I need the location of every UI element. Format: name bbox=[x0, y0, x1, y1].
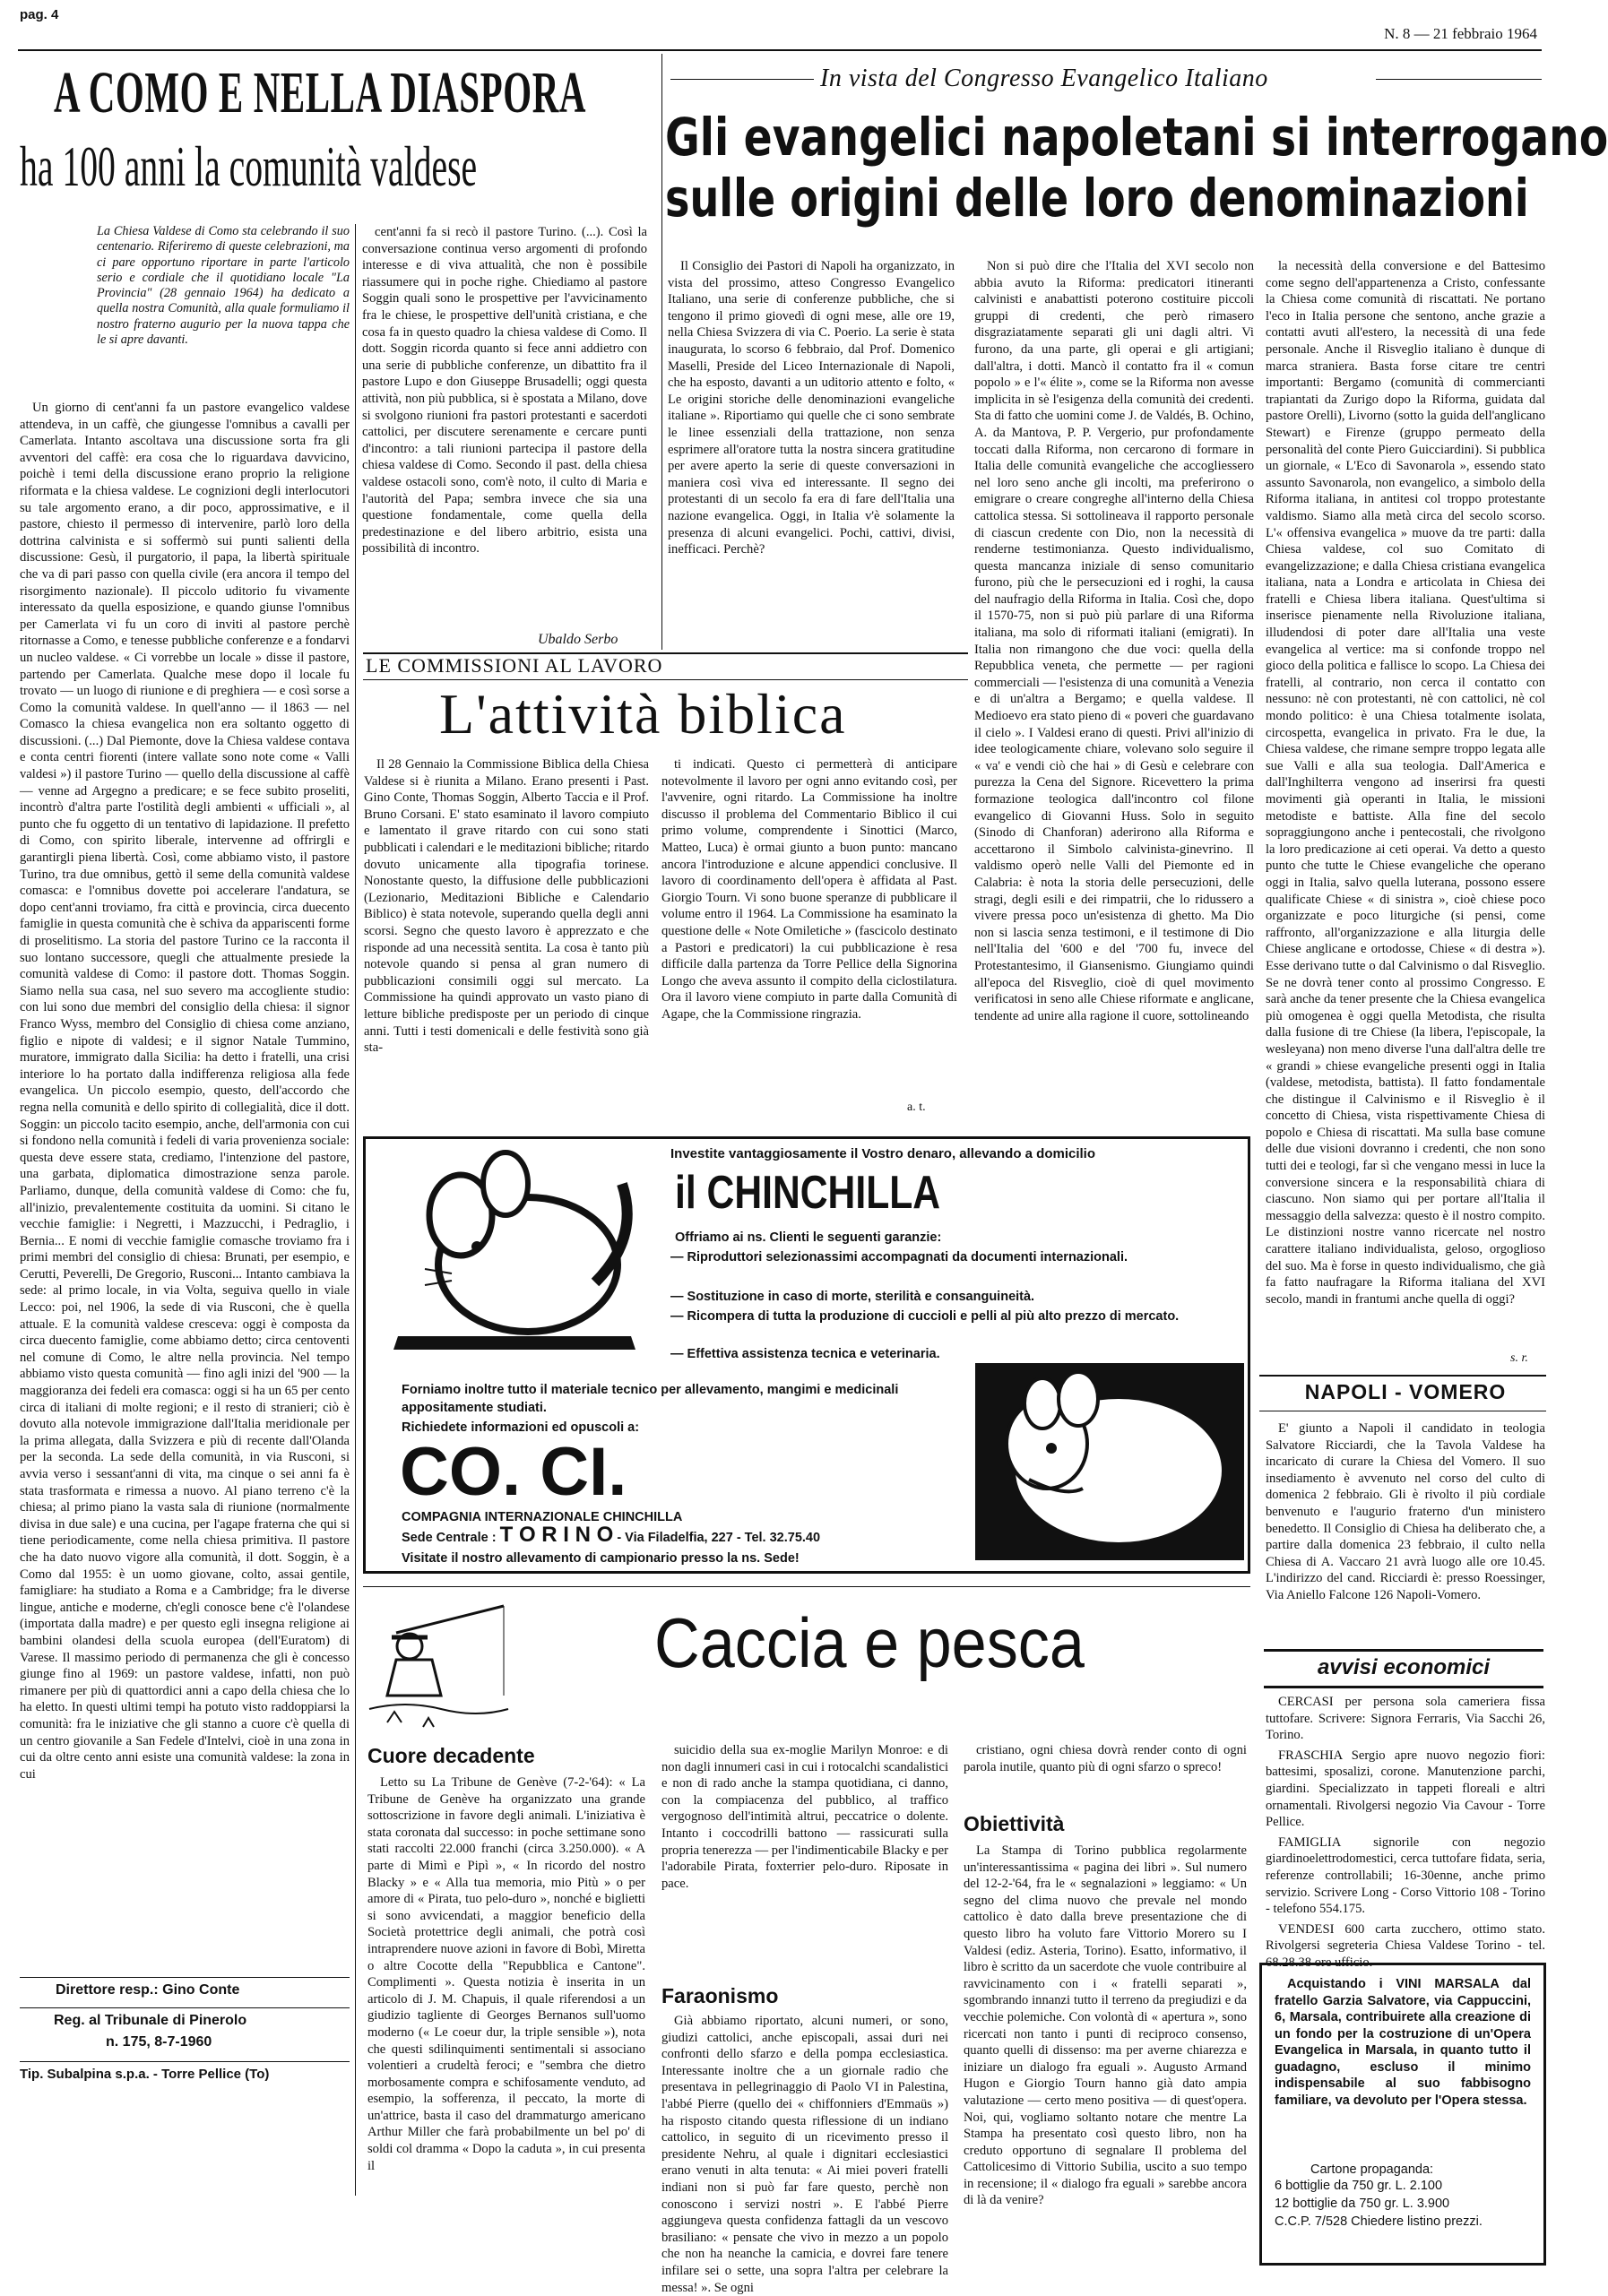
footer-printer: Tip. Subalpina s.p.a. - Torre Pellice (To) bbox=[20, 2067, 270, 2082]
footer-rule-top bbox=[20, 1977, 350, 1978]
avvisi-title: avvisi economici bbox=[1317, 1655, 1491, 1679]
caccia-text3: Già abbiamo riportato, alcuni numeri, or sono, giudizi cattolici, anche episcopali, assai duri nei confronti dello sfarzo e della pompa ecclesiastica. Interessante inoltre che a un giornale radio che presentava in pellegrinaggio di Paolo VI in Palestina, l'abbé Pierre (quello dei « chiffonniers d'Emmaüs ») ha risposto citando questa riflessione di un indiano cattolico, in seguito di un ricevimento presso il presidente Nehru, al quale i dignitari ecclesiastici erano venuti in alta tenuta: « Ai miei poveri fratelli indiani non si può far fare questo, perchè non conoscono i servizi nostri ». E l'abbé Pierre aggiungeva questa confidenza fattagli da un vescovo brasiliano: « pensate che vivo in mezzo a un popolo che non ha neanche la camicia, e dovrei fare tenere infilare sei o sette, una sopra l'altra per celebrare la messa! ». Se ogni bbox=[661, 2014, 948, 2295]
chinchilla-illustration-right bbox=[975, 1363, 1244, 1560]
napoli-col1: Il Consiglio dei Pastori di Napoli ha organizzato, in vista del prossimo, atteso Congresso Evangelico Italiano, una serie di conferenze pubbliche, che si tengono il primo giovedì di ogni mese, alle ore 19, nella Chiesa Svizzera di via C. Poerio. La serie è stata inaugurata, lo scorso 6 febbraio, dal Prof. Domenico Maselli, Preside del Liceo Internazionale di Napoli, che ha esposto, davanti a un uditorio attento e folto, « Le origini storiche delle denominazioni evangeliche italiane ». Riportiamo qui quelle che ci sono sembrate le linee essenziali della trattazione, non senza esprimere all'oratore tutta la nostra sincera gratitudine per avere aperto la serie di queste conversazioni in maniera così viva ed interessante. Il segno dei protestanti di un secolo fa era di fare dell'Italia una nazione evangelica. Oggi, in Italia v'è solamente la presenza di alcuni evangelici. Pochi, cattivi, divisi, inefficaci. Perchè? bbox=[668, 259, 955, 557]
avvisi-list bbox=[1266, 1694, 1545, 1970]
chinchilla-request: Richiedete informazioni ed opuscoli a: bbox=[402, 1420, 640, 1435]
caccia-sub-faraonismo: Faraonismo bbox=[661, 1984, 779, 2007]
caccia-sub-obiettivita: Obiettività bbox=[964, 1812, 1065, 1835]
chinchilla-brand: CO. CI. bbox=[400, 1434, 627, 1510]
caccia-text1: Letto su La Tribune de Genève (7-2-'64): « La Tribune de Genève ha organizzato una grande sottoscrizione in favore degli animali. L'iniziativa è stata coronata dal successo: in poche settimane sono stati raccolti 22.000 franchi (circa 3.250.000). « A parte di Mimì e Pipì », « In ricordo del nostro Blacky » e « Alla tua memoria, mio Pitù » o per amore di « Pirata, tuo pelo-duro », nonché e biglietti si sono avvicendati, a maggior beneficio della Società protettrice degli animali, che potrà così intraprendere nuove azioni in favore di Bobì, Miretta o altre Cocotte della "Repubblica e Cantone". Complimenti ». Questa notizia è inserita in un articolo di J. M. Chapuis, il quale riferendosi a un giudizio tagliente di Georges Bernanos sull'uomo moderno (« Le coeur dur, la triple sensible »), nota che questi sdilinquimenti sentimentali si associano volentieri a crudeltà feroci; e "sembra che dietro morbosamente compra e schifosamente venduto, ad esempio, la sofferenza, il peccato, la morte di un'attrice, basta il caso del drammaturgo americano Arthur Miller che farà probabilmente un bel po' di soldi col dramma « Dopo la caduta », in cui presenta il bbox=[367, 1775, 645, 2173]
kicker-rule-right bbox=[1376, 79, 1542, 80]
left-column-divider bbox=[355, 224, 356, 2196]
napoli-kicker: In vista del Congresso Evangelico Italiano bbox=[820, 65, 1268, 92]
chinchilla-guarantee-4: — Effettiva assistenza tecnica e veterinaria. bbox=[670, 1347, 940, 1361]
footer-rule-mid bbox=[20, 2007, 350, 2008]
caccia-text2: suicidio della sua ex-moglie Marilyn Monroe: e di non dagli innumeri casi in cui i rotocalchi scandalistici e non di rado anche la stampa quotidiana, ci danno, con la compiacenza del pubblico, al traffico vergognoso dell'intimità altrui, peccatrice o dolente. Intanto i coccodrilli battono — rassicurati sulla propria tenerezza — per l'indimenticabile Blacky e per l'adorabile Pirata, foxterrier pelo-duro. Riposate in pace. bbox=[661, 1743, 948, 1891]
como-intro: La Chiesa Valdese di Como sta celebrando il suo centenario. Riferiremo di queste celebrazioni, ma ci pare opportuno riportare in parte l'articolo serio e cordiale che il quotidiano locale "La Provincia" (28 gennaio 1964) ha dedicato a quella nostra Comunità, alla quale formuliamo il nostro fraterno augurio per la nuova tappa che le si apre davanti. bbox=[97, 224, 350, 348]
marsala-row-2: 12 bottiglie da 750 gr. L. 3.900 bbox=[1275, 2197, 1450, 2211]
como-col1: Un giorno di cent'anni fa un pastore evangelico valdese attendeva, in un caffè, che giungesse l'omnibus a cavalli per Camerlata. Intanto ascoltava una discussione sorta fra gli avventori del caffè: era cosa che lo riguardava davvicino, poichè i temi della discussione erano proprio la religione riformata e la chiesa valdese. Le cognizioni degli interlocutori su tale argomento erano, a dir poco, approssimative, e il pastore, chiesto il permesso di intervenire, parlò loro della dottrina calvinista e si soffermò sui punti salienti della discussione: Gesù, il purgatorio, il papa, la libertà spirituale che va di pari passo con quella civile (era ancora il tempo del risorgimento nazionale). Il piccolo uditorio fu vivamente interessato da quella esposizione, e quando giunse l'omnibus per Camerlata vi fu un coro di inviti al pastore perchè ritornasse a Como, e tenesse pubbliche conferenze e a fondarvi un nucleo valdese. « Ci vorrebbe un locale » disse il pastore, partendo per Camerlata. Qualche mese dopo il locale fu trovato — un luogo di riunione e di preghiera — e così sorse a Como la comunità valdese. In quell'anno — il 1863 — nel Comasco la chiesa evangelica non era soltanto oggetto di discussioni. (...) Dal Piemonte, dove la Chiesa valdese contava e conta centri fiorenti (intere vallate sono note come « Valli valdesi ») il pastore Turino — quello della discussione al caffè — venne ad Argegno a predicare; e se fece subito proseliti, incontrò d'altra parte l'ostilità degli ambienti « ufficiali », al punto che fu oggetto di un tentativo di lapidazione. Il prefetto di Como, con spirito liberale, intervenne ad offrirgli e garantirgli piena libertà. Così, come abbiamo visto, il pastore Turino, tra due omnibus, gettò il seme della comunità valdese comasca: e l'omnibus dovette poi accelerare l'andatura, se dopo cent'anni troviamo, fra città e provincia, circa duecento famiglie in questa comunità che è schiva da appariscenti forme di proselitismo. La storia del pastore Turino ce la racconta il suo lontano successore, quegli che attualmente presiede la comunità valdese di Como: il pastore dott. Thomas Soggin. Siamo nella sua casa, nel suo severo ma accogliente studio: con lui sono due membri del consiglio della chiesa: il signor Franco Wyss, membro del Consiglio di chiesa come anziano, figlio e nipote di valdesi; e il signor Natale Tummino, muratore, immigrato dalla Sicilia: ha detto i fratelli, una crisi interiore lo ha portato dalla indifferenza religiosa alla fede evangelica. Un piccolo esempio, questo, dell'accordo che regna nella comunità e dello spirito di collegialità, dice il dott. Soggin: un piccolo tacito esempio, anche, dell'armonia con cui si fondono nella comunità i fedeli di varia provenienza sociale: questa deve essere stata, crediamo, l'intenzione del pastore, una garbata, diplomatica dimostrazione senza parole. Parliamo, dunque, della comunità valdese di Como: che fu, all'inizio, prevalentemente costituita da uomini. Si citano le vecchie famiglie: i Negretti, i Mazzucchi, i Pedraglio, i Bernia... E nomi di vecchie famiglie comasche troviamo fra i primi membri del consiglio di chiesa: Brunati, per esempio, e Cerutti, Peverelli, De Gregorio, Rusconi... Intanto cambiava la sede: al primo locale, in via Volta, seguiva quello in viale Lecco: poi, nel 1906, la sede di via Rusconi, che è quella attuale. E la comunità valdese cresceva: oggi è composta da circa duecento famiglie, come abbiamo detto; circa centoventi nel comune di Como, le altre nella provincia. Nel tempo abbiamo visto questa comunità — fino agli inizi del '900 — la maggioranza dei fedeli era comasca: oggi si ha un 65 per cento circa di italiani di molte regioni; e il resto di stranieri; ciò è dovuto alla notevole immigrazione dall'Italia meridionale per la prima allegata, dalla Svizzera e più di recente dall'Olanda per la seconda. La sede della comunità, in via Rusconi, si avvia verso i sessant'anni di vita, ma cinque o sei anni fa è stata trasformata e rimessa a nuovo. Al piano terreno c'è la chiesa; al primo piano la vasta sala di riunione (normalmente divisa in due sale) e una cucina, per l'agape fraterna che qui si tiene periodicamente, come nella chiesa primitiva. Il pastore che ha dato nuovo vigore alla comunità, il dott. Soggin, è a Como dal 1955: è un uomo giovane, colto, assai gentile, famigliare: ha studiato a Roma e a Cambridge; fra le diverse lingue, antiche e moderne, ch'egli conosce bene c'è l'olandese (importata dalla madre) e per questo egli insegna religione ai bambini olandesi della scuola europea (dell'Euratom) di Varese. Il massimo periodo di permanenza che gli è concesso giunge fino al 1969: un pastore valdese, infatti, non può rimanere per più di quattordici anni a capo della chiesa che lo ha eletto. In questi ultimi tempi ha potuto visto raddoppiarsi la comunità: fra le iniziative che gli stanno a cuore c'è quella di un centro giovanile a San Fedele d'Intelvi, cioè in una zona in cui da oltre cento anni esiste una comunità valdese: la zona in cui bbox=[20, 401, 350, 1782]
vomero-title: NAPOLI - VOMERO bbox=[1304, 1380, 1507, 1403]
chinchilla-guarantee-3: — Ricompera di tutta la produzione di cuccioli e pelli al più alto prezzo di mercato. bbox=[670, 1309, 1180, 1324]
avvisi-item: VENDESI 600 carta zucchero, ottimo stato. Rivolgersi segreteria Chiesa Valdese Torino - tel. 68.28.38 ore ufficio. bbox=[1266, 1921, 1545, 1970]
vomero-text: E' giunto a Napoli il candidato in teologia Salvatore Ricciardi, che la Tavola Valdese ha incaricato di curare la Chiesa del Vomero. Il suo insediamento è avvenuto nel corso del culto di domenica 2 febbraio. Gli è rivolto il più cordiale benvenuto e l'augurio fraterno d'un ministero benedetto. Il Consiglio di Chiesa ha deliberato che, a partire dalla domenica 23 febbraio, il culto nella Chiesa di A. Vaccaro 21 avrà luogo alle ore 10.45. L'indirizzo del cand. Ricciardi è: presso Roessinger, Via Aniello Falcone 126 Napoli-Vomero. bbox=[1266, 1421, 1545, 1602]
kicker-rule-left bbox=[670, 79, 814, 80]
biblica-initials: a. t. bbox=[907, 1101, 926, 1114]
biblica-col1: Il 28 Gennaio la Commissione Biblica della Chiesa Valdese si è riunita a Milano. Erano presenti i Past. Gino Conte, Thomas Soggin, Alberto Taccia e il Prof. Bruno Corsani. E' stato esaminato il lavoro compiuto e lamentato il grave ritardo con cui sono stati pubblicati i calendari e le meditazioni bibliche; ritardo dovuto unicamente alla tipografia torinese. Nonostante questo, la diffusione delle pubblicazioni (Lezionario, Meditazioni Bibliche e Calendario Biblico) è stata notevole, superando quella degli anni scorsi. Segno che questo lavoro è apprezzato e che risponde ad una necessità sentita. La cosa è tanto più notevole quando si pensa al gran numero di pubblicazioni consimili oggi sul mercato. La Commissione ha quindi approvato un vasto piano di letture bibliche predisposte per un periodo di cinque anni. Tutti i testi domenicali e delle festività sono già sta- bbox=[364, 757, 649, 1056]
biblica-title: L'attività biblica bbox=[439, 682, 847, 746]
avvisi-title-box bbox=[1264, 1649, 1543, 1688]
marsala-cartons-title: Cartone propaganda: bbox=[1310, 2162, 1434, 2177]
footer-reg-number: n. 175, 8-7-1960 bbox=[106, 2034, 212, 2050]
vomero-rule-top bbox=[1259, 1375, 1546, 1377]
como-title-line1: A COMO E NELLA DIASPORA bbox=[54, 60, 587, 125]
chinchilla-guarantee-1: — Riproduttori selezionassimi accompagnati da documenti internazionali. bbox=[670, 1250, 1128, 1265]
napoli-title-line2: sulle origini delle loro denominazioni bbox=[665, 168, 1529, 229]
chinchilla-ad bbox=[363, 1136, 1250, 1574]
napoli-title-line1: Gli evangelici napoletani si interrogano bbox=[665, 107, 1608, 168]
napoli-initials: s. r. bbox=[1510, 1351, 1528, 1365]
biblica-rule-mid bbox=[363, 679, 968, 680]
hunter-fisher-illustration bbox=[369, 1597, 508, 1731]
chinchilla-guarantee-2: — Sostituzione in caso di morte, sterilità e consanguineità. bbox=[670, 1290, 1035, 1304]
masthead-rule bbox=[18, 49, 1542, 51]
footer-director: Direttore resp.: Gino Conte bbox=[56, 1982, 240, 1998]
chinchilla-supply: Forniamo inoltre tutto il materiale tecnico per allevamento, mangimi e medicinali appositamente studiati. bbox=[402, 1383, 899, 1415]
footer-registration: Reg. al Tribunale di Pinerolo bbox=[54, 2013, 247, 2028]
chinchilla-offer: Offriamo ai ns. Clienti le seguenti garanzie: bbox=[675, 1230, 942, 1245]
caccia-text5: La Stampa di Torino pubblica regolarmente un'interessantissima « pagina dei libri ». Sul numero del 12-2-'64, fra le « segnalazioni » leggiamo: « Un segno del clima nuovo che prevale nel mondo cattolico è dato dalla breve presentazione che di questo libro ha voluto fare Vittorio Morero su I Valdesi (ediz. Asteria, Torino). Esatto, informativo, il libro è scritto da un sacerdote che vuole contribuire al ravvicinamento con i « fratelli separati », sgombrando innanzi tutto il terreno da pregiudizi e da vecchie polemiche. Con volontà di « apertura », sono ricercati non tanto i punti di reciproco consenso, quanto quelli di dissenso: ma per averne chiarezza e iniziare un dialogo fra eguali ». Augusto Armand Hugon e Giorgio Tourn hanno già dato ampia valutazione — certo meno positiva — di quest'opera. Noi, qui, vogliamo soltanto notare che mentre La Stampa ha presentato così questo libro, non ha creduto opportuno di segnalare Il problema del Cattolicesimo di Vittorio Subilia, uscito a suo tempo in recensione; il « dialogo fra eguali » sarebbe ancora di là da venire? bbox=[964, 1843, 1247, 2208]
caccia-sub-cuore: Cuore decadente bbox=[367, 1744, 535, 1767]
issue-date: N. 8 — 21 febbraio 1964 bbox=[1384, 25, 1537, 42]
marsala-text: Acquistando i VINI MARSALA dal fratello Garzia Salvatore, via Cappuccini, 6, Marsala, contribuirete alla creazione di un fondo per la costruzione di un'Opera Evangelica in Marsala, in quanto tutto il guadagno, escluso il minimo indispensabile al suo fabbisogno familiare, va devoluto per l'Opera stessa. bbox=[1275, 1977, 1531, 2108]
marsala-row-1: 6 bottiglie da 750 gr. L. 2.100 bbox=[1275, 2179, 1443, 2193]
page-number: pag. 4 bbox=[20, 7, 59, 22]
napoli-col2: Non si può dire che l'Italia del XVI secolo non abbia avuto la Riforma: predicatori itineranti calvinisti e anabattisti poterono costituire piccoli gruppi di credenti, che però rimasero disgraziatamente separati gli uni dagli altri. Vi furono, da una parte, gli operai e gli artigiani; dall'altra, i dotti. Mancò il contatto fra il « comun popolo » e l'« élite », come se la Riforma non avesse implicita in sè l'esigenza della comunità dei credenti. Sta di fatto che uomini come J. de Valdés, B. Ochino, A. da Mantova, P. P. Vergerio, pur profondamente toccati dalla Riforma, non cercarono di formare in Italia delle comunità evangeliche che accogliessero nel loro seno anche gli incolti, ma preferirono o emigrare o creare congreghe all'interno della Chiesa cattolica stessa. Si sottolineava il rapporto personale di ciascun credente con Dio, non la necessità di renderne testimonianza. Questo individualismo, questa mancanza iniziale di senso comunitario furono, più che le persecuzioni ed i roghi, la causa del naufragio della Riforma in Italia. Così che, dopo il 1570-75, non si può più parlare di una Riforma italiana, ma solo di riformati italiani (emigrati). In Italia non rimangono che due voci: quella della Repubblica veneta, che permette — per ragioni commerciali — l'esistenza di una comunità a Venezia e di un'altra a Bergamo; e quella valdese. Il Medioevo era stato pieno di « poveri che guardavano il cielo ». I Valdesi erano di questi. Privi all'inizio di idee teologicamente chiare, volevano solo seguire il « va' e vendi ciò che hai » di Gesù e celebrare con purezza la Cena del Signore. Ricevettero la prima formazione teologica dall'incontro col filone evangelico di Giovanni Huss. Solo in seguito (Sinodo di Chanforan) aderirono alla Riforma e accettarono il Simbolo calvinista-ginevrino. Il valdismo operò nelle Valli del Piemonte ed in Calabria: è nota la storia delle persecuzioni, delle stragi, degli esili e dei rimpatrii, che lo ridussero a vivere pressa poco un'esistenza di ghetto. Ma Dio non si lascia senza testimoni, e il testimone di Dio nell'Italia del '600 e del '700 fu, invece del Protestantesimo, il Giansenismo. Giungiamo quindi all'epoca del Risveglio, cioè di quel movimento verificatosi in seno alle Chiese riformate e anglicane, tendente ad unire alla ragione il cuore, sottolineando bbox=[974, 259, 1254, 1023]
avvisi-item: CERCASI per persona sola cameriera fissa tuttofare. Scrivere: Signora Ferraris, Via Sacchi 26, Torino. bbox=[1266, 1695, 1545, 1743]
biblica-col2: ti indicati. Questo ci permetterà di anticipare notevolmente il lavoro per ogni anno evitando così, per l'avvenire, ogni ritardo. La Commissione ha inoltre discusso il problema del Commentario Biblico il cui primo volume, comprendente i Sinottici (Marco, Matteo, Luca) è ormai giunto a buon punto: mancano ancora l'introduzione e alcune appendici conclusive. Il lavoro di coordinamento dell'opera è affidata al Past. Giorgio Tourn. Vi sono buone speranze di pubblicare il volume entro il 1964. La Commissione ha esaminato la questione delle « Note Omiletiche » (fascicolo destinato a Pastori e predicatori) la cui pubblicazione è resa difficile dalla partenza da Torre Pellice della Signorina Longo che aveva assunto il compito della ciclostilatura. Ora il lavoro viene compiuto in parte dalla Comunità di Agape, che la Commissione ringrazia. bbox=[661, 757, 957, 1022]
napoli-col3: la necessità della conversione e del Battesimo come segno dell'appartenenza a Cristo, confessante la Chiesa come comunità di riscattati. Ne portano l'eco in Italia persone che sentono, anche grazie a contatti avuti all'estero, la necessità di una fede personale. Anche il Risveglio italiano è dunque di marca straniera. Basta forse citare tre centri importanti: Bergamo (comunità di commercianti trapiantati da Zurigo dopo la Riforma, guidata dal pastore Orelli), Livorno (sotto la guida dell'anglicano Stewart) e Firenze (gruppo permeato della personalità del conte Piero Guicciardini). Si pubblica un giornale, « L'Eco di Savonarola », essendo stato assunto Savonarola, non evangelico, a simbolo della Riforma italiana, in antitesi col troppo protestante valdismo. Siamo alla metà circa del secolo scorso. L'« offensiva evangelica » muove da tre parti: dalla Chiesa valdese, col suo Comitato di evangelizzazione; e dalla Chiesa cristiana evangelica italiana, nata a Londra e articolata in Chiesa dei fratelli e Chiesa libera italiana. Quest'ultima si inserisce pienamente nella Rivoluzione italiana, illudendosi di poter dare all'Italia una veste evangelica al vertice: ma si confonde troppo nel gioco della politica e fallisce lo scopo. La Chiesa dei fratelli, al contrario, non cerca il contatto con nessuno: nè con protestanti, nè con cattolici, nè col mondo politico: è una Chiesa totalmente isolata, circospetta, evangelica in privato. Fra le due, la Chiesa valdese, che rimane sempre troppo legata alle sue Valli e alla sua teologia. Dall'America e dall'Inghilterra vengono ad inserirsi fra questi movimenti già operanti in Italia, le missioni metodiste e battiste. Alla fine del secolo sopraggiungono anche i pentecostali, che rivolgono la loro predicazione ai ceti operai. Va detto a questo punto che tutte le Chiese evangeliche che operano oggi in Italia, salvo quella luterana, possono essere qualificate Chiese « di sinistra », cioè chiese poco organizzate e poco liturgiche (si pensi, come raffronto, all'organizzazione e alla liturgia delle Chiese anglicane e ortodosse, Chiese « di destra »). Esse derivano tutte o dal Calvinismo o dal Risveglio. Se ne dovrà tener conto al prossimo Congresso. E sarà anche da tener presente che la Chiesa evangelica più omogenea è oggi quella Metodista, che risulta dalla fusione di tre Chiese (la libera, l'episcopale, la wesleyana) non meno diverse l'una dall'altra delle tre « grandi » chiese evangeliche presenti oggi in Italia (valdese, metodista, battista). Il fatto fondamentale che distingue il Calvinismo e il Risveglio è il concetto di Chiesa, vista rispettivamente Chiesa di popolo e Chiesa di riscattati. Ma sulla base comune delle due visioni dovranno i credenti, che non sono tutti dei e teologi, far sì che vengano messi in luce la conversione sincera e la responsabilità chiara di ciascuno. Non siamo qui per portare all'Italia il messaggio della salvezza: questo è il nostro compito. Le distinzioni nostre vanno ricercate nel nostro carattere italiano individualista, geloso, orgoglioso del suo. Ma è forse in questo individualismo, che già fa fatto naufragare la Riforma italiana del XVI secolo, mandi in frantumi anche quella di oggi? bbox=[1266, 259, 1545, 1307]
caccia-title: Caccia e pesca bbox=[654, 1603, 1085, 1682]
biblica-kicker: LE COMMISSIONI AL LAVORO bbox=[366, 654, 663, 677]
marsala-ad bbox=[1259, 1963, 1546, 2266]
chinchilla-address: Sede Centrale : T O R I N O - Via Filadelfia, 227 - Tel. 32.75.40 bbox=[402, 1523, 821, 1547]
footer-rule-bottom bbox=[20, 2061, 350, 2062]
como-signature: Ubaldo Serbo bbox=[538, 632, 618, 647]
chinchilla-visit: Visitate il nostro allevamento di campionario presso la ns. Sede! bbox=[402, 1551, 800, 1566]
marsala-account: C.C.P. 7/528 Chiedere listino prezzi. bbox=[1275, 2214, 1483, 2229]
avvisi-item: FRASCHIA Sergio apre nuovo negozio fiori: battesimi, sposalizi, corone. Manutenzione parchi, giardini. Specializzato in tappeti floreali e altri ornamentali. Rivolgersi negozio Via Cavour - Torre Pellice. bbox=[1266, 1748, 1545, 1830]
chinchilla-illustration-left bbox=[380, 1148, 649, 1354]
caccia-rule-top bbox=[363, 1586, 1250, 1587]
chinchilla-tagline: Investite vantaggiosamente il Vostro denaro, allevando a domicilio bbox=[670, 1146, 1096, 1161]
avvisi-item: FAMIGLIA signorile con negozio giardinoelettrodomestici, cerca tuttofare fidata, seria, referenze controllabili; 16-30enne, anche primo servizio. Scrivere Long - Corso Vittorio 108 - Torino - telefono 554.175. bbox=[1266, 1834, 1545, 1917]
chinchilla-company: COMPAGNIA INTERNAZIONALE CHINCHILLA bbox=[402, 1510, 683, 1524]
caccia-text4: cristiano, ogni chiesa dovrà render conto di ogni parola inutile, quanto più di ogni sfarzo o spreco! bbox=[964, 1743, 1247, 1774]
como-col2: cent'anni fa si recò il pastore Turino. (...). Così la conversazione continua verso argomenti di profondo interesse e di viva attualità, che non è possibile riassumere qui in poche righe. Chiediamo al pastore Soggin quali sono le prospettive per l'avvicinamento fra le chiese, le prospettive dell'unità cristiana, e che cosa fa in questo quadro la chiesa valdese di Como. Il dott. Soggin ricorda quanto si fece anni addietro con una serie di pubbliche conferenze, un dibattito fra il pastore Lupo e don Giuseppe Brusadelli; oggi questa attività, non più pubblica, si è spostata a Milano, dove si svolgono riunioni fra pastori protestanti e sacerdoti cattolici, per discutere serenamente e cercare punti d'incontro: a tali riunioni partecipa il pastore della chiesa valdese di Como. Secondo il past. della chiesa valdese ostacoli sono, com'è noto, il culto di Maria e l'autorità del Papa; sembra invece che sia una questione fondamentale, come quella della predestinazione e del libero arbitrio, esista una possibilità di incontro. bbox=[362, 225, 647, 557]
chinchilla-city: T O R I N O bbox=[499, 1523, 614, 1547]
como-title-line2: ha 100 anni la comunità valdese bbox=[20, 134, 478, 198]
como-napoli-divider bbox=[661, 54, 662, 650]
chinchilla-name: il CHINCHILLA bbox=[675, 1167, 941, 1219]
